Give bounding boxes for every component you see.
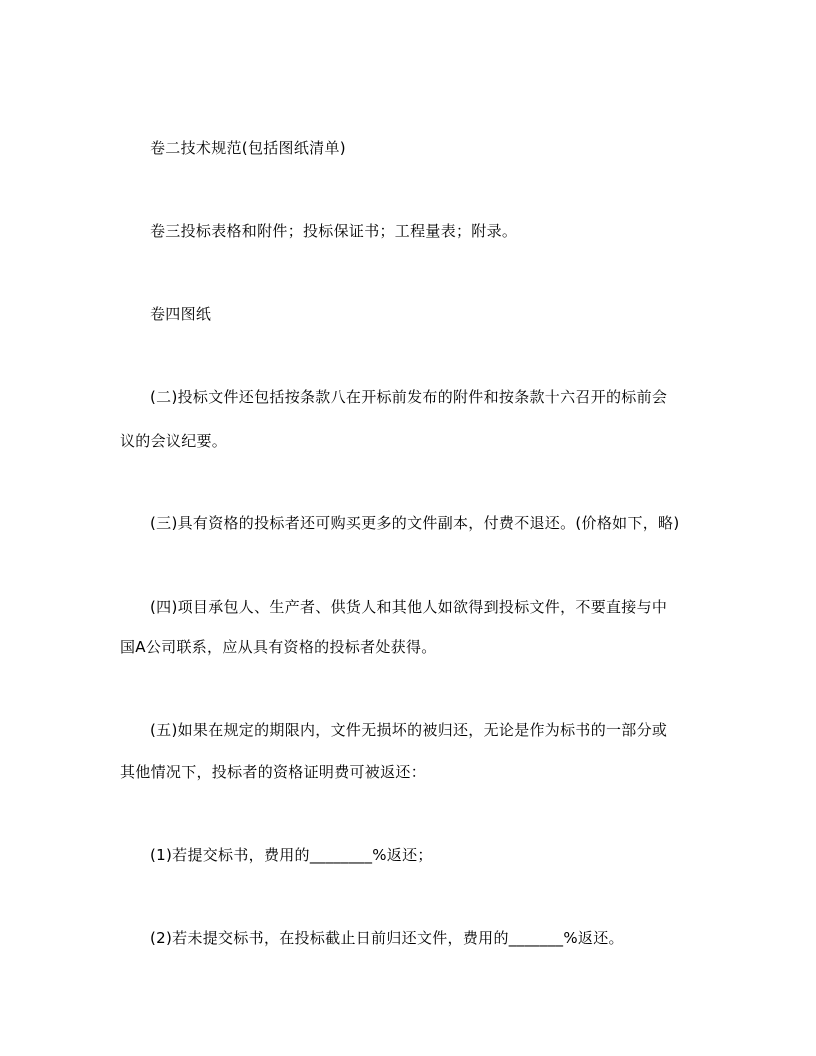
paragraph-volume-two: 卷二技术规范(包括图纸清单): [150, 139, 346, 157]
paragraph-item-two-line2: 议的会议纪要。: [120, 432, 228, 450]
paragraph-item-two-line1: (二)投标文件还包括按条款八在开标前发布的附件和按条款十六召开的标前会: [150, 388, 668, 406]
paragraph-item-three: (三)具有资格的投标者还可购买更多的文件副本，付费不退还。(价格如下，略): [150, 514, 680, 532]
paragraph-sub-two: (2)若未提交标书，在投标截止日前归还文件，费用的_______%返还。: [150, 929, 624, 947]
paragraph-sub-one: (1)若提交标书，费用的________%返还；: [150, 846, 433, 864]
paragraph-item-five-line2: 其他情况下，投标者的资格证明费可被返还：: [120, 763, 427, 781]
paragraph-item-four-line1: (四)项目承包人、生产者、供货人和其他人如欲得到投标文件，不要直接与中: [150, 598, 668, 616]
paragraph-volume-four: 卷四图纸: [150, 305, 212, 323]
paragraph-item-five-line1: (五)如果在规定的期限内，文件无损坏的被归还，无论是作为标书的一部分或: [150, 721, 668, 739]
paragraph-volume-three: 卷三投标表格和附件；投标保证书；工程量表；附录。: [150, 222, 518, 240]
paragraph-item-four-line2: 国A公司联系，应从具有资格的投标者处获得。: [120, 638, 437, 656]
